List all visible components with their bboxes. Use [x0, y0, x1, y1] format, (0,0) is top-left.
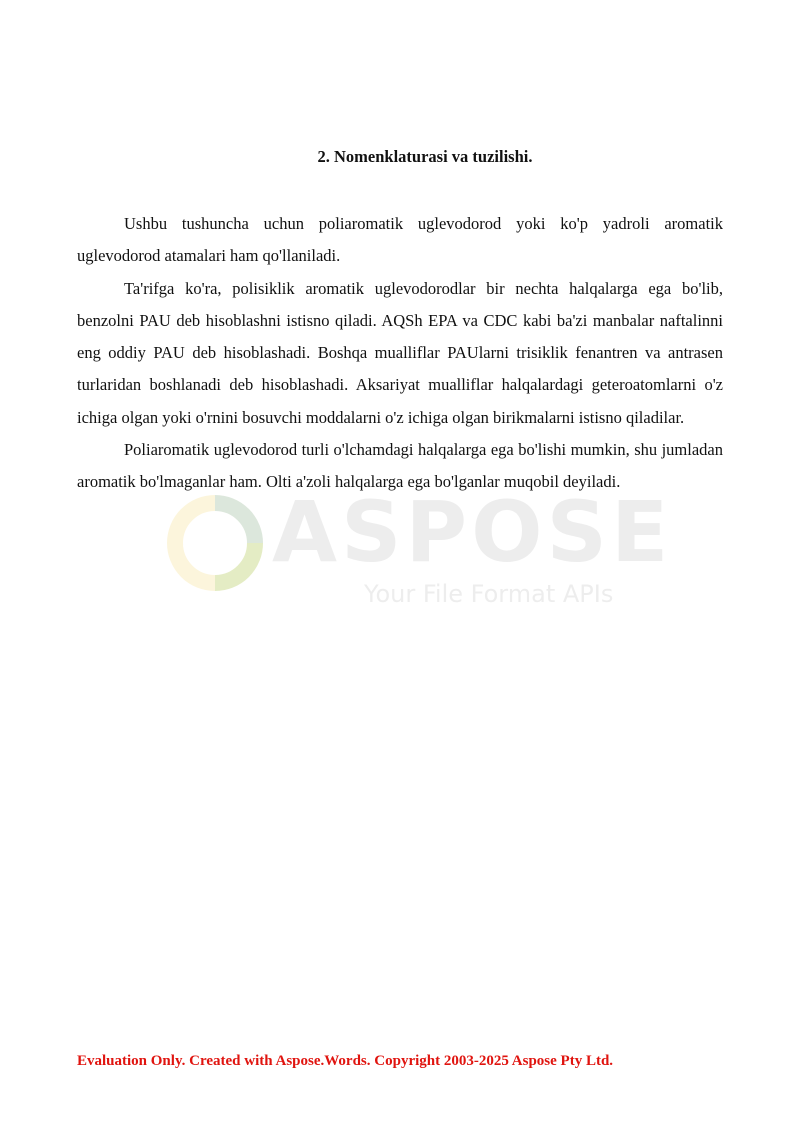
evaluation-notice: Evaluation Only. Created with Aspose.Words. Copyright 2003-2025 Aspose Pty Ltd. — [77, 1053, 614, 1069]
aspose-watermark — [160, 480, 673, 620]
watermark-title: ASPOSE — [272, 483, 673, 581]
section-heading: 2. Nomenklaturasi va tuzilishi. — [317, 147, 533, 166]
watermark-subtitle: Your File Format APIs — [364, 580, 614, 608]
paragraph-3: Poliaromatik uglevodorod turli o'lchamdagi halqalarga ega bo'lishi mumkin, shu jumladan aromatik bo'lmaganlar ham. Olti a'zoli halqalarga ega bo'lganlar muqobil deyiladi. — [77, 440, 723, 492]
paragraph-1: Ushbu tushuncha uchun poliaromatik uglevodorod yoki ko'p yadroli aromatik uglevodorod atamalari ham qo'llaniladi. — [77, 214, 723, 266]
aspose-logo-icon — [160, 488, 270, 598]
paragraph-2: Ta'rifga ko'ra, polisiklik aromatik uglevodorodlar bir nechta halqalarga ega bo'lib, benzolni PAU deb hisoblashni istisno qiladi. AQSh EPA va CDC kabi ba'zi manbalar naftalinni eng oddiy PAU deb hisoblashadi. Boshqa mualliflar PAUlarni trisiklik fenantren va antrasen turlaridan boshlanadi deb hisoblashadi. Aksariyat mualliflar halqalardagi geteroatomlarni o'z ichiga olgan yoki o'rnini bosuvchi moddalarni o'z ichiga olgan birikmalarni istisno qiladilar. — [77, 278, 723, 427]
body-text — [77, 208, 723, 499]
